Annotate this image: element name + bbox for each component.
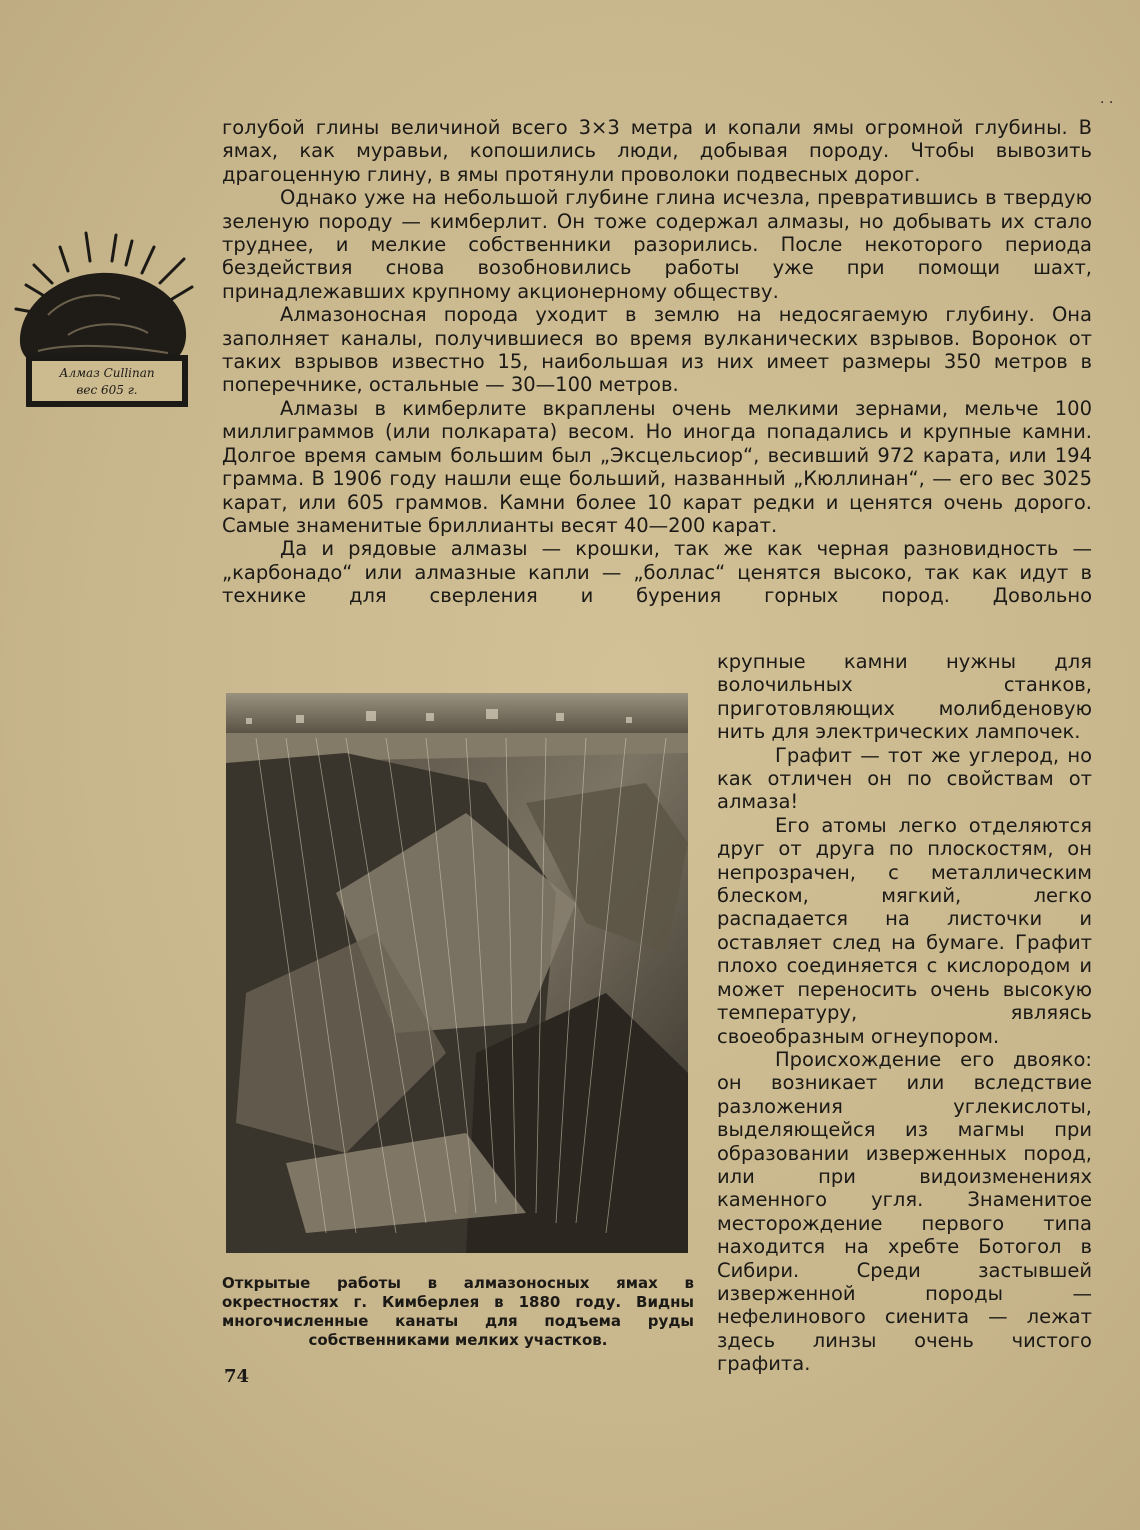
paragraph-4: Алмазы в кимберлите вкраплены очень мелкими зернами, мельче 100 миллиграммов (или полкарата) весом. Но иногда попадались и крупные камни. Долгое время самым большим был „Эксцельсиор“, весивший 972 карата, или 194 грамма. В 1906 году нашли еще больший, названный „Кюллинан“, — его вес 3025 карат, или 605 граммов. Камни более 10 карат редки и ценятся очень дорого. Самые знаменитые бриллианты весят 40—200 карат. xyxy=(222,396,1092,537)
stamp-line-2: вес 605 г. xyxy=(76,383,138,397)
paragraph-6: крупные камни нужны для волочильных станков, приготовляющих молибденовую нить для электрических лампочек. xyxy=(717,650,1092,744)
cullinan-diamond-stamp xyxy=(8,225,198,415)
page-number: 74 xyxy=(224,1366,250,1387)
paragraph-9: Происхождение его двояко: он возникает или вследствие разложения углекислоты, выделяющейся из магмы при образовании изверженных пород, или при видоизменениях каменного угля. Знаменитое месторождение первого типа находится на хребте Ботогол в Сибири. Среди застывшей изверженной породы — нефелинового сиенита — лежат здесь линзы очень чистого графита. xyxy=(717,1047,1092,1376)
stamp-line-1: Алмаз Cullinan xyxy=(59,366,155,380)
paragraph-7: Графит — тот же углерод, но как отличен он по свойствам от алмаза! xyxy=(717,743,1092,814)
caption-main: Открытые работы в алмазоносных ямах в окрестностях г. Кимберлея в 1880 году. Видны многочисленные канаты для подъема руды xyxy=(222,1274,694,1330)
kimberley-mine-photo xyxy=(226,693,688,1253)
caption-last-line: собственниками мелких участков. xyxy=(308,1331,608,1349)
corner-mark: · · xyxy=(1100,95,1114,111)
paragraph-1: голубой глины величиной всего 3×3 метра и копали ямы огромной глубины. В ямах, как муравьи, копошились люди, добывая породу. Чтобы вывозить драгоценную глину, в ямы протянули проволоки подвесных дорог. xyxy=(222,116,1092,186)
main-text-column xyxy=(222,116,1092,608)
mine-photo-drawing xyxy=(226,693,688,1253)
paragraph-5: Да и рядовые алмазы — крошки, так же как черная разновидность — „карбонадо“ или алмазные капли — „боллас“ ценятся высоко, так как идут в технике для сверления и бурения горных пород. Довольно xyxy=(222,537,1092,608)
paragraph-3: Алмазоносная порода уходит в землю на недосягаемую глубину. Она заполняет каналы, получившиеся во время вулканических взрывов. Воронок от таких взрывов известно 15, наибольшая из них имеет размеры 350 метров в поперечнике, остальные — 30—100 метров. xyxy=(222,303,1092,397)
right-text-column xyxy=(717,650,1092,1376)
photo-caption xyxy=(222,1274,694,1350)
paragraph-2: Однако уже на небольшой глубине глина исчезла, превратившись в твердую зеленую породу — кимберлит. Он тоже содержал алмазы, но добывать их стало труднее, и мелкие собственники разорились. После некоторого периода бездействия снова возобновились работы уже при помощи шахт, принадлежавших крупному акционерному обществу. xyxy=(222,186,1092,303)
diamond-stamp-drawing xyxy=(8,225,198,415)
paragraph-8: Его атомы легко отделяются друг от друга по плоскостям, он непрозрачен, с металлическим блеском, мягкий, легко распадается на листочки и оставляет след на бумаге. Графит плохо соединяется с кислородом и может переносить очень высокую температуру, являясь своеобразным огнеупором. xyxy=(717,813,1092,1048)
